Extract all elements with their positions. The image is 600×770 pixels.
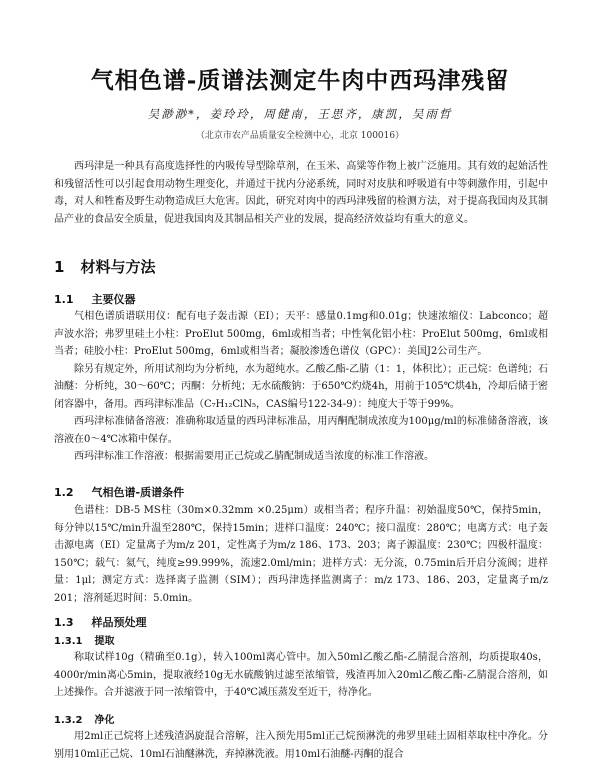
- reagents-paragraph: 除另有规定外，所用试剂均为分析纯，水为超纯水。乙酸乙酯-乙腈（1：1，体积比）；正己烷：色谱纯；石油醚：分析纯，30～60℃；丙酮：分析纯；无水硫酸钠：于650℃灼烧4h，用前于105℃烘4h，冷却后储于密闭容器中，备用。西玛津标准品（C₇H₁₂ClN₅，CAS编号122-34-9）：纯度大于等于99%。: [54, 363, 548, 410]
- stock-solution-paragraph: 西玛津标准储备溶液：准确称取适量的西玛津标准品，用丙酮配制成浓度为100μg/ml的标准储备溶液，该溶液在0～4℃冰箱中保存。: [54, 416, 548, 445]
- extraction-paragraph: 称取试样10g（精确至0.1g），转入100ml离心管中。加入50ml乙酸乙酯-乙腈混合溶剂，均质提取40s，4000r/min离心5min，提取液经10g无水硫酸钠过滤至浓缩管，残渣再加入20ml乙酸乙酯-乙腈混合溶剂，如上述操作。合并滤液于同一浓缩管中，于40℃减压蒸发至近干，待净化。: [54, 652, 548, 698]
- paper-title: 气相色谱-质谱法测定牛肉中西玛津残留: [90, 67, 510, 94]
- gcms-conditions-paragraph: 色谱柱：DB-5 MS柱（30m×0.32mm ×0.25μm）或相当者；程序升温：初始温度50℃，保持5min，每分钟以15℃/min升温至280℃，保持15min；进样口温度：240℃；接口温度：280℃；电离方式：电子轰击源电离（EI）定量离子为m/z 201，定性离子为m/z 186、173、203；离子源温度：230℃；四极杆温度：150℃；载气：氦气，纯度≥99.999%，流速2.0ml/min；进样方式：无分流，0.75min后开启分流阀；进样量：1μl；测定方式：选择离子监测（SIM）；西玛津选择监测离子：m/z 173、186、203，定量离子m/z 201；溶剂延迟时间：5.0min。: [54, 505, 548, 604]
- working-solution-paragraph: 西玛津标准工作溶液：根据需要用正己烷或乙腈配制成适当浓度的标准工作溶液。: [74, 451, 434, 462]
- instruments-block: [54, 308, 548, 466]
- subsection-heading-1-3-2: 1.3.2 净化: [54, 715, 115, 726]
- intro-paragraph: 西玛津是一种具有高度选择性的内吸传导型除草剂，在玉米、高粱等作物上被广泛施用。其有效的起始活性和残留活性可以引起食用动物生理变化，并通过干扰内分泌系统，同时对皮肤和呼吸道有中等刺激作用，引起中毒，对人和牲畜及野生动物造成巨大危害。因此，研究对肉中的西玛津残留的检测方法，对于提高我国肉及其制品产业的食品安全质量，促进我国肉及其制品相关产业的发展，提高经济效益均有重大的意义。: [54, 161, 548, 225]
- instruments-paragraph: 气相色谱质谱联用仪：配有电子轰击源（EI）；天平：感量0.1mg和0.01g；快速浓缩仪：Labconco；超声波水浴；弗罗里硅土小柱：ProElut 500mg，6ml或相当者；中性氧化铝小柱：ProElut 500mg，6ml或相当者；硅胶小柱：ProElut 500mg，6ml或相当者；凝胶渗透色谱仪（GPC）：美国J2公司生产。: [54, 311, 548, 357]
- subsection-heading-1-1: 1.1 主要仪器: [54, 293, 136, 306]
- subsection-heading-1-3: 1.3 样品预处理: [54, 616, 147, 629]
- section-heading-1: 1 材料与方法: [54, 258, 156, 276]
- subsection-heading-1-3-1: 1.3.1 提取: [54, 636, 115, 647]
- purification-paragraph: 用2ml正己烷将上述残渣涡旋混合溶解，注入预先用5ml正己烷预淋洗的弗罗里硅土固相萃取柱中净化。分别用10ml正己烷、10ml石油醚淋洗，弃掉淋洗液。用10ml石油醚-丙酮的混合: [54, 731, 548, 760]
- affiliation: （北京市农产品质量安全检测中心，北京 100016）: [195, 131, 405, 141]
- subsection-heading-1-2: 1.2 气相色谱-质谱条件: [54, 486, 185, 499]
- author-list: 吴渺渺*，姜玲玲，周健南，王思齐，康凯，吴雨哲: [147, 107, 453, 121]
